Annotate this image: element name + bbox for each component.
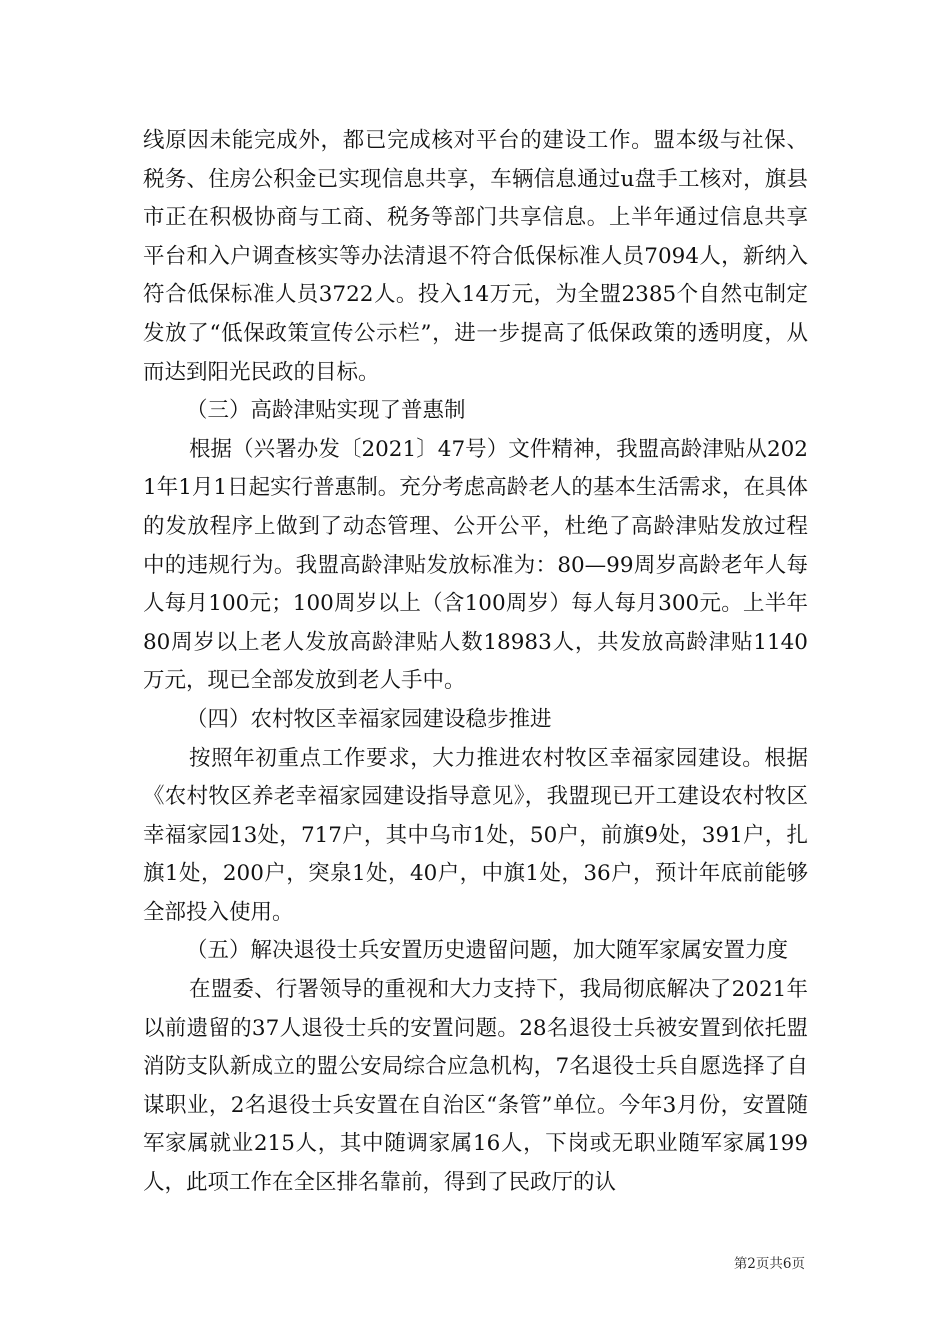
section-heading-happy-homes: （四）农村牧区幸福家园建设稳步推进 [186, 706, 552, 732]
paragraph-happy-homes: 按照年初重点工作要求，大力推进农村牧区幸福家园建设。根据《农村牧区养老幸福家园建设指导意见》，我盟现已开工建设农村牧区幸福家园13处，717户，其中乌市1处，50户，前旗9处，391户，扎旗1处，200户，突泉1处，40户，中旗1处，36户，预计年底前能够全部投入使用。 [143, 745, 808, 925]
section-heading-veterans: （五）解决退役士兵安置历史遗留问题，加大随军家属安置力度 [186, 938, 789, 964]
paragraph-low-income-verification: 线原因未能完成外，都已完成核对平台的建设工作。盟本级与社保、税务、住房公积金已实现信息共享，车辆信息通过u盘手工核对，旗县市正在积极协商与工商、税务等部门共享信息。上半年通过信息共享平台和入户调查核实等办法清退不符合低保标准人员7094人，新纳入符合低保标准人员3722人。投入14万元，为全盟2385个自然屯制定发放了“低保政策宣传公示栏”，进一步提高了低保政策的透明度，从而达到阳光民政的目标。 [143, 128, 808, 385]
page-number-footer: 第2页共6页 [733, 1256, 805, 1272]
paragraph-veterans: 在盟委、行署领导的重视和大力支持下，我局彻底解决了2021年以前遗留的37人退役士兵的安置问题。28名退役士兵被安置到依托盟消防支队新成立的盟公安局综合应急机构，7名退役士兵自愿选择了自谋职业，2名退役士兵安置在自治区“条管”单位。今年3月份，安置随军家属就业215人，其中随调家属16人，下岗或无职业随军家属199人，此项工作在全区排名靠前，得到了民政厅的认 [143, 977, 809, 1196]
paragraph-elderly-allowance: 根据（兴署办发〔2021〕47号）文件精神，我盟高龄津贴从2021年1月1日起实行普惠制。充分考虑高龄老人的基本生活需求，在具体的发放程序上做到了动态管理、公开公平，杜绝了高龄津贴发放过程中的违规行为。我盟高龄津贴发放标准为：80—99周岁高龄老年人每人每月100元；100周岁以上（含100周岁）每人每月300元。上半年80周岁以上老人发放高龄津贴人数18983人，共发放高龄津贴1140万元，现已全部发放到老人手中。 [143, 436, 808, 694]
document-body [143, 122, 808, 1203]
section-heading-elderly-allowance: （三）高龄津贴实现了普惠制 [186, 398, 466, 424]
